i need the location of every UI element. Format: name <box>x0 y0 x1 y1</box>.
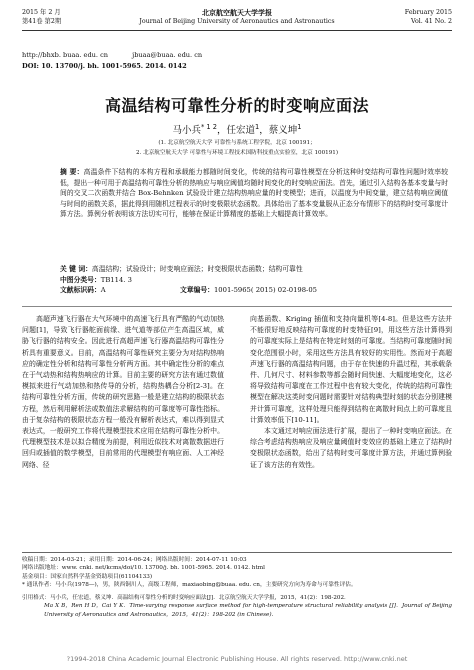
doc-row <box>60 285 448 296</box>
doi[interactable]: DOI: 10. 13700/j. bh. 1001-5965. 2014. 0142 <box>22 62 187 70</box>
body-columns <box>22 314 452 546</box>
journal-name-cn: 北京航空航天大学学报 <box>202 8 272 17</box>
header-rule <box>22 30 452 31</box>
header-date-cn: 2015 年 2 月 <box>22 9 61 16</box>
clc-value: TB114. 3 <box>100 275 132 284</box>
affiliation-1: (1. 北京航空航天大学 可靠性与系统工程学院，北京 100191； <box>158 140 316 146</box>
clc-row <box>60 275 448 286</box>
footnote-corresponding-author: * 通讯作者：马小兵(1978—)，男，陕西铜川人，高级工程师，maxiaobing@buaa. edu. cn，主要研究方向为寿命与可靠性评估。 <box>22 582 357 589</box>
citation-cn: 引用格式：马小兵，任宏道，蔡义坤．高温结构可靠性分析的时变响应面法[J]．北京航空航天大学学报，2015，41(2)：198-202． <box>22 595 350 601</box>
abstract-text: 高温条件下结构的本构方程和承载能力都随时间变化，传统的结构可靠性模型在分析这种时变结构可靠性问题时效率较低，提出一种可用于高温结构可靠性分析的热响应与响应阈值均随时间变化的时变响应面法。首先，通过引入结构各基本变量与时间的交叉二次函数并结合 Box-Behnken 试验设计建立结构热响应量的时变模型；进而，以温度为中间变量，建立结构响应阈值与时间的函数关系，据此得到用随机过程表示的时变极限状态函数。具体给出了基本变量服从正态分布情形下的结构时变可靠度计算方法。算例分析表明该方法切实可行，能够在保证计算精度的基础上大幅提高计算效率。 <box>60 168 448 218</box>
affiliations <box>0 138 474 158</box>
citation-block <box>22 594 452 619</box>
keywords-text: 高温结构；试验设计；时变响应面法；时变极限状态函数；结构可靠性 <box>91 265 303 273</box>
article-no-value: 1001-5965( 2015) 02-0198-05 <box>213 286 317 294</box>
abstract-label: 摘 要： <box>60 168 84 176</box>
keywords-label: 关 键 词： <box>60 265 92 273</box>
body-paragraph: 本文通过对响应面法进行扩展，提出了一种时变响应面法。在综合考虑结构热响应及响应量阈值时变效应的基础上建立了结构时变极限状态函数，给出了结构时变可靠度计算方法，并通过算例验证了该方法的有效性。 <box>250 427 452 469</box>
header-journal <box>22 8 452 26</box>
author-2-affil: 1 <box>255 122 260 131</box>
journal-name-en: Journal of Beijing University of Aeronautics and Astronautics <box>139 18 335 25</box>
author-1: 马小兵 <box>172 125 201 136</box>
doc-code-label: 文献标识码： <box>60 286 101 294</box>
article-meta <box>22 50 452 72</box>
header-issue-en <box>405 8 452 26</box>
author-3: ，蔡义坤 <box>259 125 298 136</box>
footnote-funding: 基金项目：国家自然科学基金资助项目(61104133) <box>22 573 153 580</box>
affiliation-2: 2. 北京航空航天大学 可靠性与环境工程技术国防科技重点实验室，北京 100191) <box>135 150 339 156</box>
article-no-label: 文章编号： <box>180 286 214 294</box>
body-column-left <box>22 314 224 471</box>
body-paragraph: 高超声速飞行器在大气环境中的高速飞行具有严酷的气动加热问题[1]，导致飞行器舵面前缘、进气道等部位产生高温区域，威胁飞行器的结构安全。因此进行高超声速飞行器高温结构可靠性分析具有重要意义。目前，高温结构可靠性研究主要分为对结构热响应的确定性分析和结构可靠性分析两方面。其中确定性分析的难点在于气动热和结构热响应的计算。目前主要的研究方法有通过数值模拟来进行气动加热和热传导的分析，结构热耦合分析[2-3]。在结构可靠性分析方面，传统的研究思路一般是建立结构的极限状态方程，然后利用解析法或数值法求解结构的可靠度等可靠性指标。由于复杂结构的极限状态方程一般没有解析表达式，难以得到显式表达式，一般研究工作将代理模型技术应用在结构可靠性分析中。代理模型技术是以拟合精度为前提，利用近似技术对离散数据进行回归或插值的数学模型，目前常用的代理模型有响应面、人工神经网络、径 <box>22 315 224 469</box>
author-line <box>0 122 474 136</box>
doc-code-value: A <box>100 286 106 294</box>
citation-en: Ma X B，Ren H D，Cai Y K．Time-varying response surface method for high-temperature structural reliability analysis [J]．Journal of Beijing University of Aeronautics and Astronautics，2015，41(2)：198-202 (in Chinese). <box>44 603 452 618</box>
header-volume-en: Vol. 41 No. 2 <box>411 18 452 25</box>
header-volume-cn: 第41卷 第2期 <box>22 18 62 25</box>
abstract <box>60 167 448 220</box>
body-paragraph: 向基函数、Kriging 插值和支持向量机等[4-8]。但是这些方法并不能很好地反映结构可靠度的时变特征[9]，用这些方法计算得到的可靠度实际上是结构在特定时刻的可靠度。当结构可靠度随时间变化范围很小时，采用这些方法具有较好的实用性。然而对于高超声速飞行器的高温结构问题，由于存在快速的升温过程，其承载条件、几何尺寸、材料参数等都会随时间快速、大幅度地变化，这必将导致结构可靠度在工作过程中也有较大变化，传统的结构可靠性模型在解决这类时变问题时需要针对结构典型时刻的状态分别建模并计算可靠度，这样处理只能得到结构在离散时间点上的可靠度且计算效率低下[10-11]。 <box>250 315 452 424</box>
journal-url[interactable]: http://bhxb. buaa. edu. cn <box>22 51 109 59</box>
author-3-affil: 1 <box>297 122 302 131</box>
section-divider <box>22 306 452 307</box>
clc-label: 中图分类号： <box>60 275 101 284</box>
body-column-right <box>250 314 452 471</box>
footnotes <box>22 552 452 590</box>
header-date-en: February 2015 <box>404 9 452 16</box>
footnote-online-url[interactable]: 网络出版地址：www. cnki. net/kcms/doi/10. 13700/j. bh. 1001-5965. 2014. 0142. html <box>22 565 265 572</box>
footnote-received: 收稿日期：2014-03-21；录用日期：2014-06-24；网络出版时间：2014-07-11 10:03 <box>22 557 247 563</box>
journal-email[interactable]: jbuaa@buaa. edu. cn <box>132 51 203 59</box>
paper-title: 高温结构可靠性分析的时变响应面法 <box>104 96 369 115</box>
author-2: ，任宏道 <box>217 125 256 136</box>
author-1-affil: * 1 2 <box>201 122 217 131</box>
copyright-watermark: ?1994-2018 China Academic Journal Electronic Publishing House. All rights reserved. http://www.cnki.net <box>66 655 408 663</box>
keywords-row <box>60 264 448 275</box>
running-header <box>22 8 452 44</box>
keywords-block <box>60 264 448 296</box>
